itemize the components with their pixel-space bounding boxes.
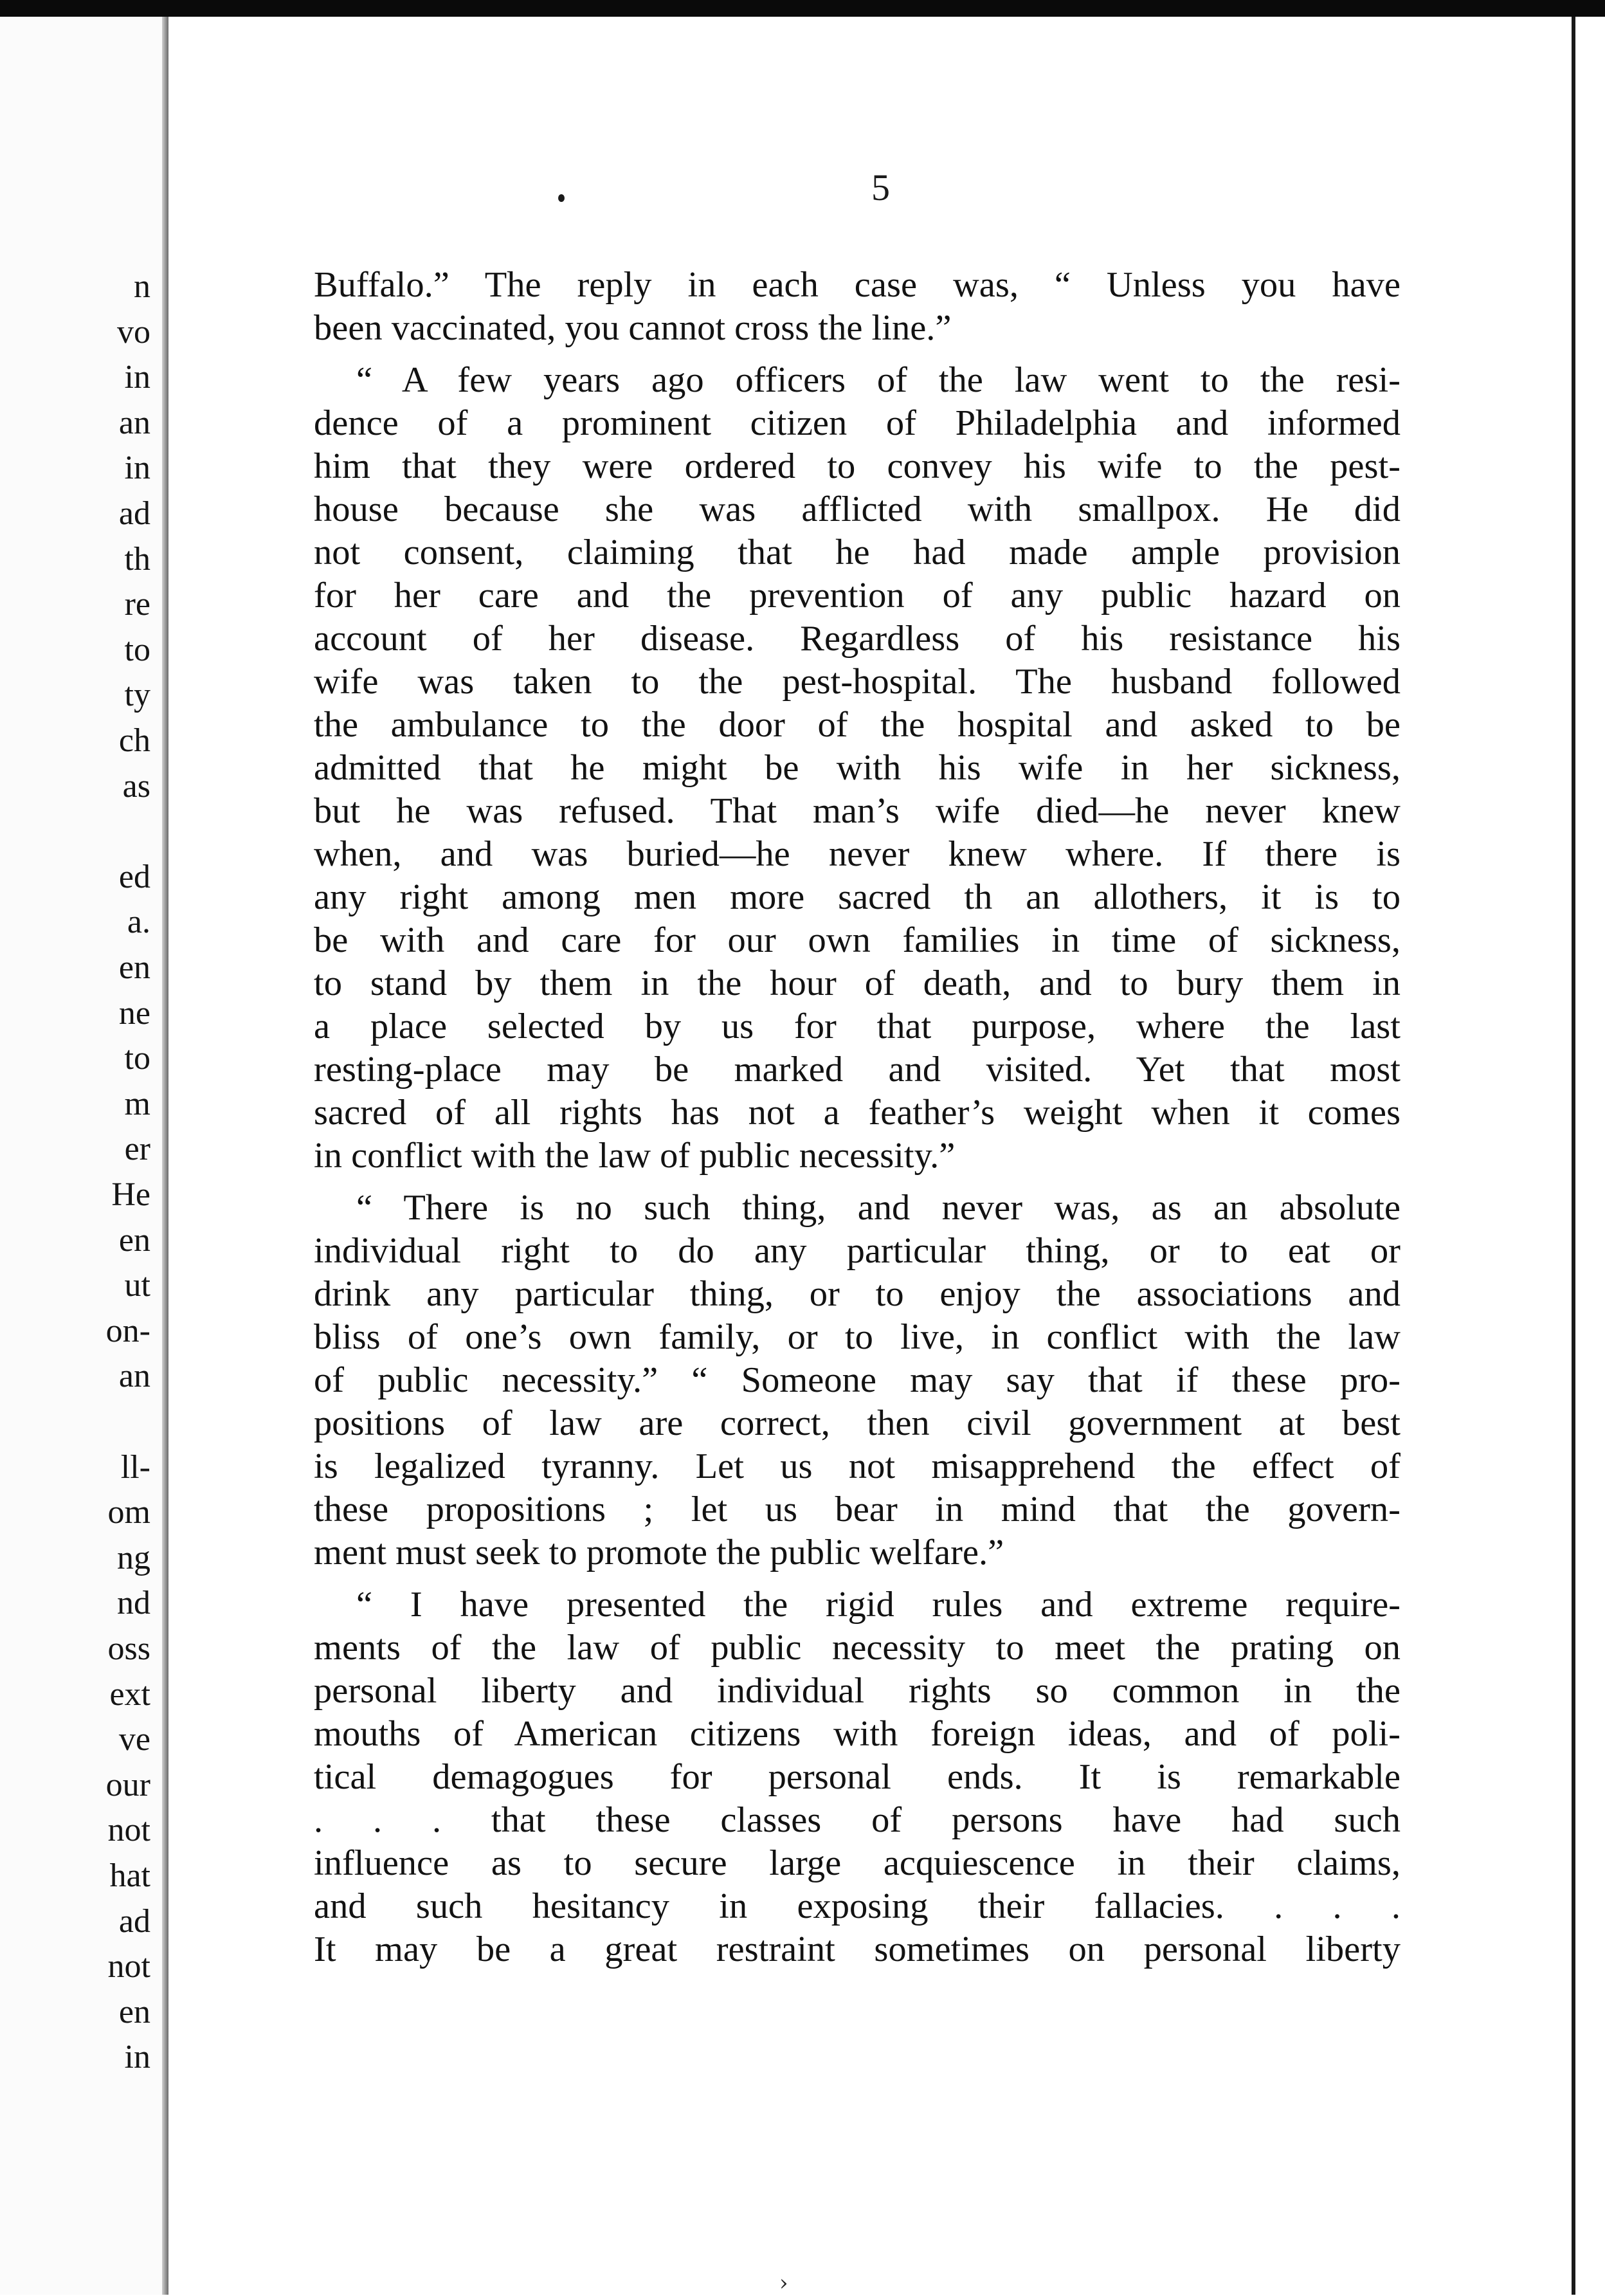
text-line: influence as to secure large acquiescence in their claims, — [314, 1843, 1401, 1883]
body-text — [314, 264, 1401, 1980]
text-line: and such hesitancy in exposing their fallacies. . . . — [314, 1886, 1401, 1926]
previous-page-fragment: nd — [117, 1585, 150, 1622]
text-line: . . . that these classes of persons have had such — [314, 1800, 1401, 1840]
text-line: the ambulance to the door of the hospital and asked to be — [314, 705, 1401, 745]
previous-page-fragment: th — [124, 540, 150, 578]
text-line: “ A few years ago officers of the law went to the resi- — [356, 360, 1401, 400]
previous-page-fragment: ch — [118, 722, 150, 759]
previous-page-fragment: to — [124, 1040, 150, 1077]
previous-page-fragment: not — [107, 1948, 150, 1985]
previous-page-fragment: m — [124, 1085, 150, 1122]
paragraph — [314, 1187, 1401, 1574]
previous-page-fragment: en — [118, 1221, 150, 1259]
previous-page-fragment: on- — [105, 1312, 150, 1349]
text-line: any right among men more sacred th an allothers, it is to — [314, 877, 1401, 917]
previous-page-fragment: not — [107, 1812, 150, 1849]
previous-page-fragment: en — [118, 949, 150, 986]
text-line: “ There is no such thing, and never was, as an absolute — [356, 1188, 1401, 1228]
scan-artifact: › — [779, 2270, 788, 2296]
previous-page-fragment: ut — [124, 1267, 150, 1304]
text-line: account of her disease. Regardless of his resistance his — [314, 619, 1401, 659]
text-line: these propositions ; let us bear in mind that the govern- — [314, 1490, 1401, 1529]
text-line: mouths of American citizens with foreign ideas, and of poli- — [314, 1714, 1401, 1754]
text-line: house because she was afflicted with smallpox. He did — [314, 489, 1401, 529]
text-line: drink any particular thing, or to enjoy the associations and — [314, 1274, 1401, 1314]
page-number: 5 — [871, 167, 890, 208]
previous-page-fragment: to — [124, 631, 150, 668]
text-line: individual right to do any particular thing, or to eat or — [314, 1231, 1401, 1271]
previous-page-fragment: in — [124, 359, 150, 396]
previous-page-fragment: re — [124, 586, 150, 623]
text-line: is legalized tyranny. Let us not misapprehend the effect of — [314, 1446, 1401, 1486]
text-line: Buffalo.” The reply in each case was, “ Unless you have — [314, 265, 1401, 305]
previous-page-fragment: ng — [117, 1539, 150, 1576]
text-line: but he was refused. That man’s wife died—he never knew — [314, 791, 1401, 831]
text-line: admitted that he might be with his wife in her sickness, — [314, 748, 1401, 788]
text-line: wife was taken to the pest-hospital. The husband followed — [314, 662, 1401, 702]
previous-page-fragment: an — [118, 1358, 150, 1395]
paragraph — [314, 264, 1401, 350]
previous-page-fragment: ed — [118, 858, 150, 895]
ink-speck — [558, 194, 565, 202]
text-line: personal liberty and individual rights so common in the — [314, 1671, 1401, 1711]
paragraph — [314, 1583, 1401, 1971]
previous-page-fragment: in — [124, 2039, 150, 2076]
text-line: of public necessity.” “ Someone may say that if these pro- — [314, 1360, 1401, 1400]
text-line: to stand by them in the hour of death, and to bury them in — [314, 963, 1401, 1003]
scan-top-border — [0, 0, 1605, 17]
previous-page-fragment: n — [134, 268, 150, 305]
text-line: in conflict with the law of public necessity.” — [314, 1136, 956, 1176]
previous-page-fragment: hat — [109, 1857, 150, 1894]
previous-page-fragment: in — [124, 450, 150, 487]
right-margin — [1575, 17, 1605, 2295]
gutter-shadow — [162, 17, 168, 2295]
paragraph — [314, 359, 1401, 1178]
text-line: resting-place may be marked and visited. Yet that most — [314, 1050, 1401, 1089]
text-line: not consent, claiming that he had made ample provision — [314, 533, 1401, 572]
previous-page-edge — [0, 17, 168, 2295]
previous-page-fragment: er — [124, 1131, 150, 1168]
text-line: bliss of one’s own family, or to live, in conflict with the law — [314, 1317, 1401, 1357]
previous-page-fragment: ad — [118, 1902, 150, 1940]
text-line: been vaccinated, you cannot cross the line.” — [314, 308, 952, 348]
previous-page-fragment: He — [111, 1176, 150, 1213]
previous-page-fragment: ty — [124, 677, 150, 714]
previous-page-fragment: our — [105, 1766, 150, 1803]
previous-page-fragment: oss — [107, 1630, 150, 1667]
text-line: “ I have presented the rigid rules and extreme require- — [356, 1585, 1401, 1625]
text-line: ments of the law of public necessity to meet the prating on — [314, 1628, 1401, 1668]
previous-page-fragment: ve — [118, 1721, 150, 1758]
text-line: It may be a great restraint sometimes on personal liberty — [314, 1929, 1401, 1969]
previous-page-fragment: an — [118, 404, 150, 441]
text-line: sacred of all rights has not a feather’s weight when it comes — [314, 1093, 1401, 1133]
previous-page-fragment: ad — [118, 495, 150, 532]
text-line: him that they were ordered to convey his wife to the pest- — [314, 446, 1401, 486]
text-line: ment must seek to promote the public welfare.” — [314, 1533, 1004, 1572]
text-line: positions of law are correct, then civil government at best — [314, 1403, 1401, 1443]
text-line: a place selected by us for that purpose, where the last — [314, 1007, 1401, 1046]
previous-page-fragment: vo — [117, 313, 150, 351]
text-line: when, and was buried—he never knew where. If there is — [314, 834, 1401, 874]
previous-page-fragment: ext — [109, 1675, 150, 1713]
text-line: dence of a prominent citizen of Philadelphia and informed — [314, 403, 1401, 443]
previous-page-fragment: en — [118, 1993, 150, 2030]
text-line: for her care and the prevention of any public hazard on — [314, 576, 1401, 615]
previous-page-fragment: ll- — [120, 1448, 150, 1486]
previous-page-fragment: om — [107, 1494, 150, 1531]
previous-page-fragment: as — [122, 767, 150, 805]
text-line: be with and care for our own families in time of sickness, — [314, 920, 1401, 960]
previous-page-fragment: a. — [127, 904, 150, 941]
text-line: tical demagogues for personal ends. It is remarkable — [314, 1757, 1401, 1797]
previous-page-fragment: ne — [118, 994, 150, 1032]
